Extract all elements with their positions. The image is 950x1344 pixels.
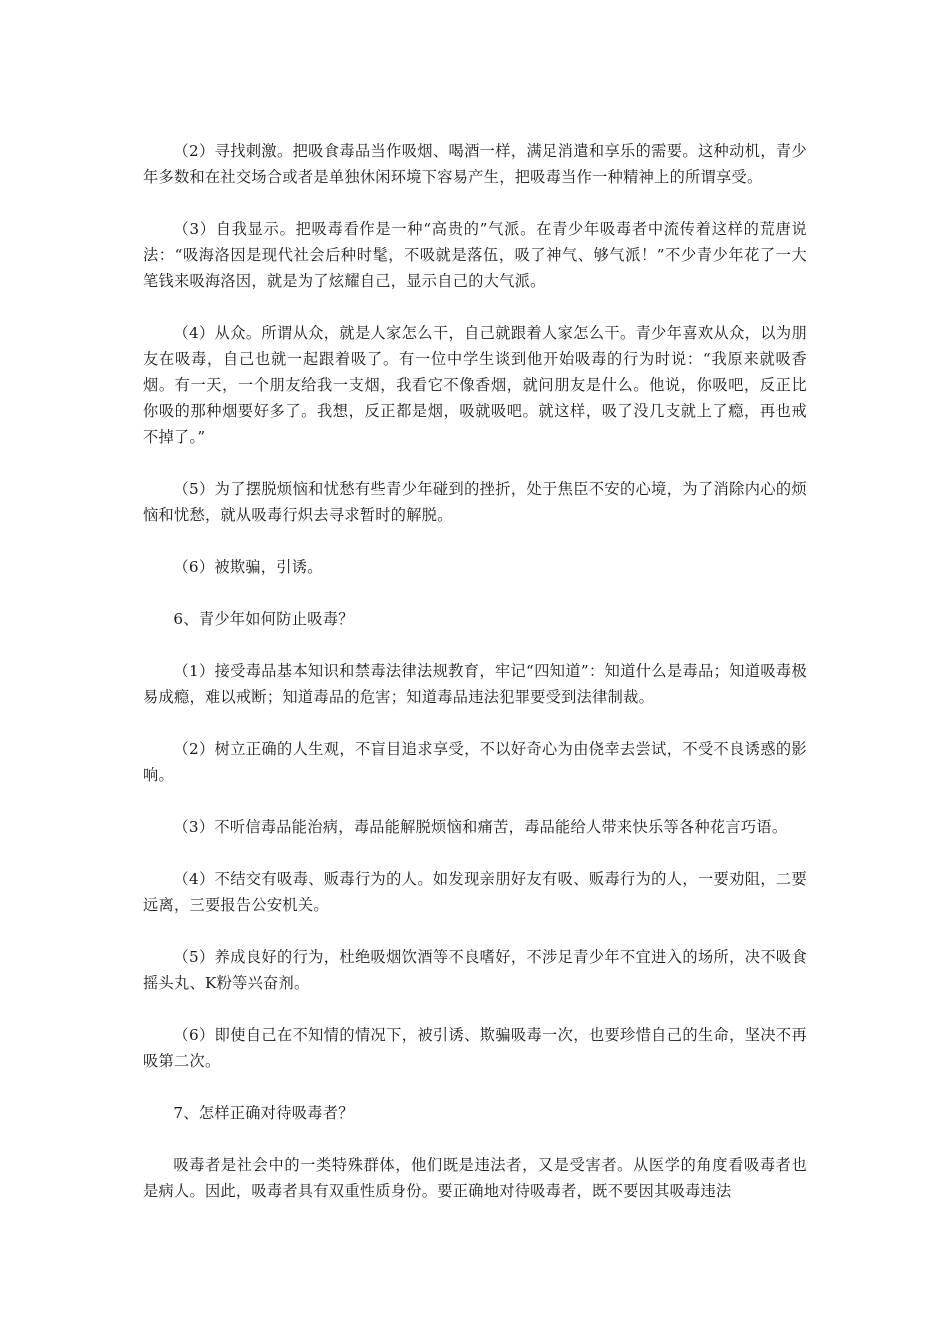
paragraph-conformity: （4）从众。所谓从众，就是人家怎么干，自己就跟着人家怎么干。青少年喜欢从众，以为朋友在吸毒，自己也就一起跟着吸了。有一位中学生谈到他开始吸毒的行为时说：“我原来就吸香烟。有一天，一个朋友给我一支烟，我看它不像香烟，就问朋友是什么。他说，你吸吧，反正比你吸的那种烟要好多了。我想，反正都是烟，吸就吸吧。就这样，吸了没几支就上了瘾，再也戒不掉了。” [143,324,807,446]
paragraph-dont-believe: （3）不听信毒品能治病，毒品能解脱烦恼和痛苦，毒品能给人带来快乐等各种花言巧语。 [173,818,788,836]
paragraph-good-habits: （5）养成良好的行为，杜绝吸烟饮酒等不良嗜好，不涉足青少年不宜进入的场所，决不吸食摇头丸、K粉等兴奋剂。 [143,948,807,992]
paragraph-four-knowings: （1）接受毒品基本知识和禁毒法律法规教育，牢记“四知道”：知道什么是毒品；知道吸毒极易成瘾，难以戒断；知道毒品的危害；知道毒品违法犯罪要受到法律制裁。 [143,662,807,706]
paragraph-avoid-drug-users: （4）不结交有吸毒、贩毒行为的人。如发现亲朋好友有吸、贩毒行为的人，一要劝阻，二要远离，三要报告公安机关。 [143,870,807,914]
paragraph-outlook-on-life: （2）树立正确的人生观，不盲目追求享受，不以好奇心为由侥幸去尝试，不受不良诱惑的影响。 [143,740,807,784]
paragraph-escape-worries: （5）为了摆脱烦恼和忧愁有些青少年碰到的挫折，处于焦臣不安的心境，为了消除内心的烦恼和忧愁，就从吸毒行炽去寻求暂时的解脱。 [143,480,807,524]
paragraph-never-twice: （6）即使自己在不知情的情况下，被引诱、欺骗吸毒一次，也要珍惜自己的生命，坚决不再吸第二次。 [143,1026,807,1070]
section-heading-prevention: 6、青少年如何防止吸毒？ [173,610,354,628]
document-page [143,138,807,1204]
section-heading-treat-users: 7、怎样正确对待吸毒者？ [173,1104,354,1122]
paragraph-seek-stimulation: （2）寻找刺激。把吸食毒品当作吸烟、喝酒一样，满足消遣和享乐的需要。这种动机，青少年多数和在社交场合或者是单独休闲环境下容易产生，把吸毒当作一种精神上的所谓享受。 [143,142,807,186]
paragraph-deceived: （6）被欺骗，引诱。 [173,558,323,576]
paragraph-dual-identity: 吸毒者是社会中的一类特殊群体，他们既是违法者，又是受害者。从医学的角度看吸毒者也是病人。因此，吸毒者具有双重性质身份。要正确地对待吸毒者，既不要因其吸毒违法 [143,1156,807,1200]
paragraph-self-display: （3）自我显示。把吸毒看作是一种“高贵的”气派。在青少年吸毒者中流传着这样的荒唐说法：“吸海洛因是现代社会后种时髦，不吸就是落伍，吸了神气、够气派！”不少青少年花了一大笔钱来吸海洛因，就是为了炫耀自己，显示自己的大气派。 [143,220,807,290]
